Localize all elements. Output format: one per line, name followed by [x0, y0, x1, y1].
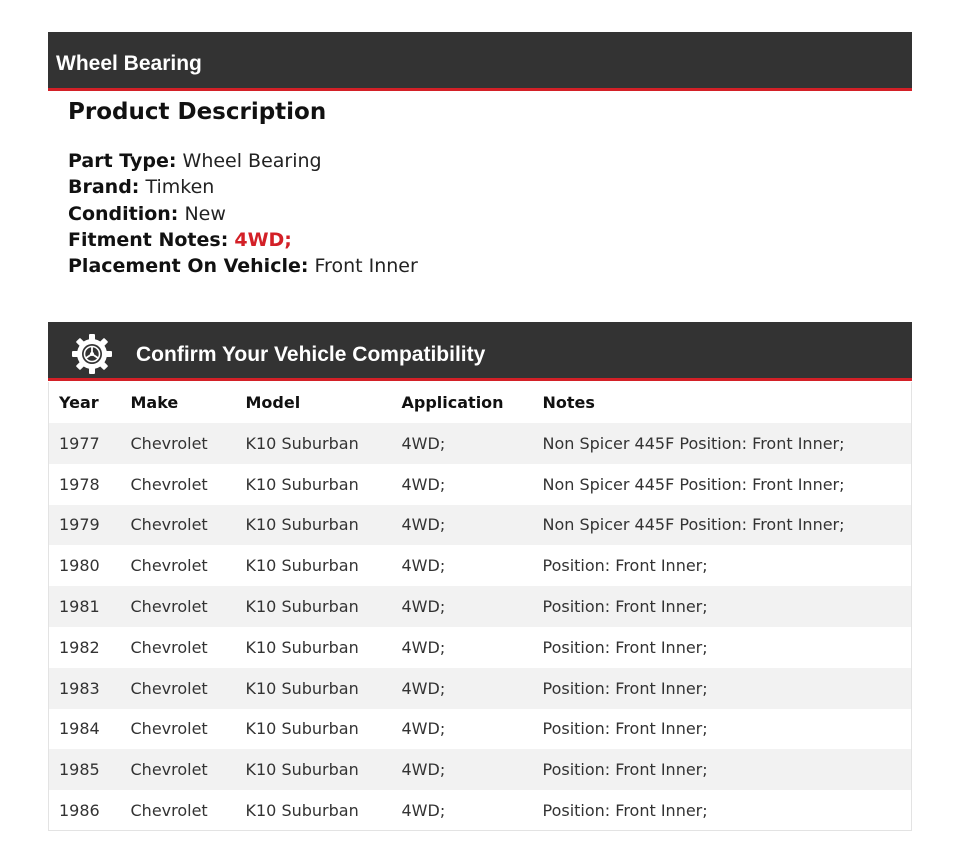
cell-year: 1979 — [49, 505, 121, 546]
cell-application: 4WD; — [392, 668, 533, 709]
cell-application: 4WD; — [401, 474, 446, 494]
cell-notes: Position: Front Inner; — [533, 586, 912, 627]
table-row — [49, 749, 912, 790]
compatibility-title: Confirm Your Vehicle Compatibility — [136, 343, 486, 366]
spec-value: New — [184, 202, 226, 225]
cell-notes: Position: Front Inner; — [542, 719, 708, 739]
cell-application: 4WD; — [401, 556, 446, 576]
cell-model: K10 Suburban — [245, 556, 359, 576]
cell-model: K10 Suburban — [236, 423, 392, 464]
cell-make: Chevrolet — [121, 668, 236, 709]
cell-model: K10 Suburban — [245, 474, 359, 494]
cell-notes: Position: Front Inner; — [542, 800, 708, 820]
table-row — [49, 423, 912, 464]
spec-label: Part Type: — [68, 150, 177, 172]
spec-condition — [68, 201, 888, 227]
cell-year: 1984 — [59, 719, 100, 739]
cell-year: 1980 — [59, 556, 100, 576]
column-header-notes: Notes — [533, 382, 912, 423]
cell-notes: Non Spicer 445F Position: Front Inner; — [533, 505, 912, 546]
cell-notes: Position: Front Inner; — [533, 749, 912, 790]
product-description — [68, 96, 888, 279]
cell-application: 4WD; — [401, 800, 446, 820]
column-header-model: Model — [236, 382, 392, 423]
cell-year: 1981 — [49, 586, 121, 627]
table-row — [49, 464, 912, 505]
cell-model: K10 Suburban — [236, 749, 392, 790]
spec-label: Brand: — [68, 176, 140, 199]
table-row — [49, 790, 912, 831]
table-row — [49, 586, 912, 627]
spec-value: Wheel Bearing — [182, 150, 322, 172]
cell-model: K10 Suburban — [245, 637, 359, 657]
spec-fitment-notes — [68, 227, 888, 253]
cell-notes: Position: Front Inner; — [533, 668, 912, 709]
cell-application: 4WD; — [401, 719, 446, 739]
product-title: Wheel Bearing — [56, 52, 202, 75]
cell-make: Chevrolet — [130, 474, 208, 494]
cell-make: Chevrolet — [130, 800, 208, 820]
compatibility-header — [48, 322, 912, 381]
product-title-bar — [48, 32, 912, 91]
cell-notes: Non Spicer 445F Position: Front Inner; — [542, 474, 845, 494]
gear-car-icon — [70, 332, 114, 376]
cell-model: K10 Suburban — [236, 586, 392, 627]
cell-make: Chevrolet — [121, 423, 236, 464]
cell-make: Chevrolet — [121, 505, 236, 546]
cell-application: 4WD; — [401, 637, 446, 657]
cell-year: 1982 — [59, 637, 100, 657]
table-row — [49, 545, 912, 586]
cell-year: 1977 — [49, 423, 121, 464]
spec-part-type — [68, 148, 888, 174]
cell-application: 4WD; — [392, 749, 533, 790]
spec-label: Condition: — [68, 202, 179, 225]
spec-brand — [68, 174, 888, 200]
spec-value: Timken — [145, 176, 215, 199]
spec-placement — [68, 253, 888, 279]
cell-notes: Non Spicer 445F Position: Front Inner; — [533, 423, 912, 464]
cell-application: 4WD; — [392, 423, 533, 464]
table-row — [49, 668, 912, 709]
cell-notes: Position: Front Inner; — [542, 556, 708, 576]
cell-model: K10 Suburban — [236, 668, 392, 709]
cell-make: Chevrolet — [130, 637, 208, 657]
spec-value-highlight: 4WD; — [234, 228, 292, 251]
cell-model: K10 Suburban — [245, 800, 359, 820]
cell-year: 1986 — [59, 800, 100, 820]
column-header-year: Year — [49, 382, 121, 423]
spec-label: Placement On Vehicle: — [68, 255, 309, 278]
cell-year: 1978 — [59, 474, 100, 494]
cell-make: Chevrolet — [130, 719, 208, 739]
table-row — [49, 627, 912, 668]
column-header-application: Application — [392, 382, 533, 423]
spec-value: Front Inner — [314, 255, 418, 278]
compatibility-table — [48, 382, 912, 831]
column-header-make: Make — [121, 382, 236, 423]
table-header-row — [49, 382, 912, 423]
cell-make: Chevrolet — [130, 556, 208, 576]
spec-list — [68, 148, 888, 279]
cell-model: K10 Suburban — [245, 719, 359, 739]
table-row — [49, 505, 912, 546]
table-row — [49, 709, 912, 750]
spec-label: Fitment Notes: — [68, 228, 229, 251]
cell-application: 4WD; — [392, 586, 533, 627]
cell-year: 1983 — [49, 668, 121, 709]
cell-model: K10 Suburban — [236, 505, 392, 546]
cell-year: 1985 — [49, 749, 121, 790]
cell-make: Chevrolet — [121, 586, 236, 627]
cell-notes: Position: Front Inner; — [542, 637, 708, 657]
cell-application: 4WD; — [392, 505, 533, 546]
cell-make: Chevrolet — [121, 749, 236, 790]
description-heading: Product Description — [68, 99, 327, 125]
